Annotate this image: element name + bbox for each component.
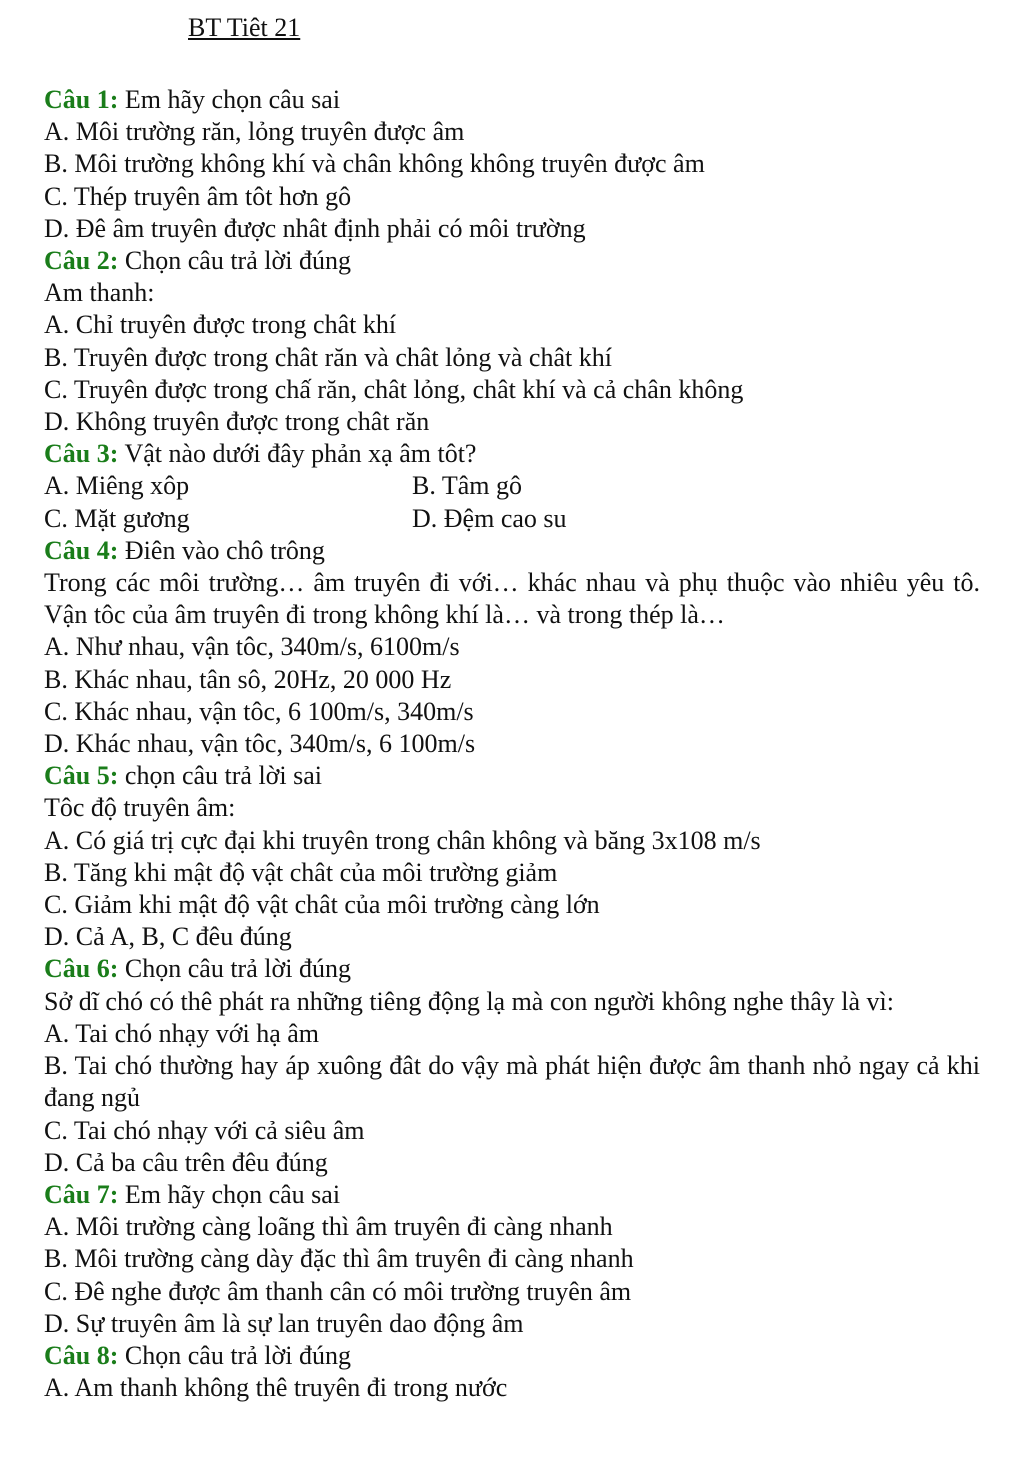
question-prompt: chọn câu trả lời sai [124, 761, 323, 791]
question-prompt: Chọn câu trả lời đúng [124, 1340, 351, 1370]
question-stem: Sở dĩ chó có thê phát ra những tiêng động lạ mà con người không nghe thây là vì: [44, 986, 894, 1016]
option-a: A. Tai chó nhạy với hạ âm [44, 1018, 319, 1048]
option-b: B. Môi trường càng dày đặc thì âm truyên đi càng nhanh [44, 1244, 634, 1274]
option-c: C. Đê nghe được âm thanh cân có môi trường truyên âm [44, 1276, 632, 1306]
option-row [44, 503, 980, 535]
option-d: D. Cả ba câu trên đêu đúng [44, 1147, 328, 1177]
question-3-header [44, 438, 980, 470]
option-a: A. Như nhau, vận tôc, 340m/s, 6100m/s [44, 632, 460, 662]
option-c: C. Tai chó nhạy với cả siêu âm [44, 1115, 365, 1145]
option-a: A. Môi trường răn, lỏng truyên được âm [44, 117, 465, 147]
question-8-header [44, 1340, 980, 1372]
question-prompt: Điên vào chô trông [124, 535, 325, 565]
question-prompt: Chọn câu trả lời đúng [124, 954, 351, 984]
question-label: Câu 6: [44, 954, 119, 984]
question-prompt: Vật nào dưới đây phản xạ âm tôt? [124, 439, 477, 469]
question-prompt: Chọn câu trả lời đúng [124, 246, 351, 276]
question-7-header [44, 1179, 980, 1211]
option-b: B. Khác nhau, tân sô, 20Hz, 20 000 Hz [44, 664, 452, 694]
question-stem: Tôc độ truyên âm: [44, 793, 236, 823]
question-label: Câu 1: [44, 85, 119, 114]
option-c: C. Giảm khi mật độ vật chât của môi trường càng lớn [44, 890, 600, 920]
question-stem: Am thanh: [44, 278, 155, 308]
option-a: A. Có giá trị cực đại khi truyên trong chân không và băng 3x108 m/s [44, 825, 761, 855]
option-a: A. Chỉ truyên được trong chât khí [44, 310, 397, 340]
option-d: D. Đê âm truyên được nhât định phải có môi trường [44, 213, 586, 243]
question-prompt: Em hãy chọn câu sai [124, 85, 341, 114]
option-d: D. Không truyên được trong chât răn [44, 407, 430, 437]
document-title: BT Tiêt 21 [188, 13, 301, 42]
option-a: A. Am thanh không thê truyên đi trong nước [44, 1373, 508, 1403]
question-prompt: Em hãy chọn câu sai [124, 1179, 341, 1209]
question-label: Câu 4: [44, 535, 119, 565]
question-1-header [44, 84, 980, 116]
option-b: B. Tâm gô [412, 471, 523, 501]
option-c: C. Thép truyên âm tôt hơn gô [44, 181, 352, 211]
option-d: D. Sự truyên âm là sự lan truyên dao động âm [44, 1308, 524, 1338]
question-label: Câu 5: [44, 761, 119, 791]
option-row [44, 470, 980, 502]
question-stem: Trong các môi trường… âm truyên đi với… khác nhau và phụ thuộc vào nhiêu yêu tô. Vận tôc của âm truyên đi trong không khí là… và trong thép là… [44, 568, 980, 630]
option-a: A. Miêng xôp [44, 471, 190, 501]
option-c: C. Khác nhau, vận tôc, 6 100m/s, 340m/s [44, 696, 474, 726]
question-5-header [44, 760, 980, 792]
question-6-header [44, 953, 980, 985]
option-c: C. Truyên được trong chấ răn, chât lỏng, chât khí và cả chân không [44, 374, 744, 404]
option-b: B. Môi trường không khí và chân không không truyên được âm [44, 149, 705, 179]
question-label: Câu 7: [44, 1179, 119, 1209]
question-label: Câu 2: [44, 246, 119, 276]
question-label: Câu 8: [44, 1340, 119, 1370]
option-a: A. Môi trường càng loãng thì âm truyên đi càng nhanh [44, 1212, 613, 1242]
question-label: Câu 3: [44, 439, 119, 469]
option-d: D. Khác nhau, vận tôc, 340m/s, 6 100m/s [44, 729, 476, 759]
option-d: D. Cả A, B, C đêu đúng [44, 922, 292, 952]
question-2-header [44, 245, 980, 277]
option-b: B. Tai chó thường hay áp xuông đât do vậy mà phát hiện được âm thanh nhỏ ngay cả khi đang ngủ [44, 1051, 980, 1113]
option-b: B. Tăng khi mật độ vật chât của môi trường giảm [44, 857, 558, 887]
option-b: B. Truyên được trong chât răn và chât lỏng và chât khí [44, 342, 612, 372]
option-c: C. Mặt gương [44, 503, 190, 533]
option-d: D. Đệm cao su [412, 503, 567, 533]
question-4-header [44, 535, 980, 567]
